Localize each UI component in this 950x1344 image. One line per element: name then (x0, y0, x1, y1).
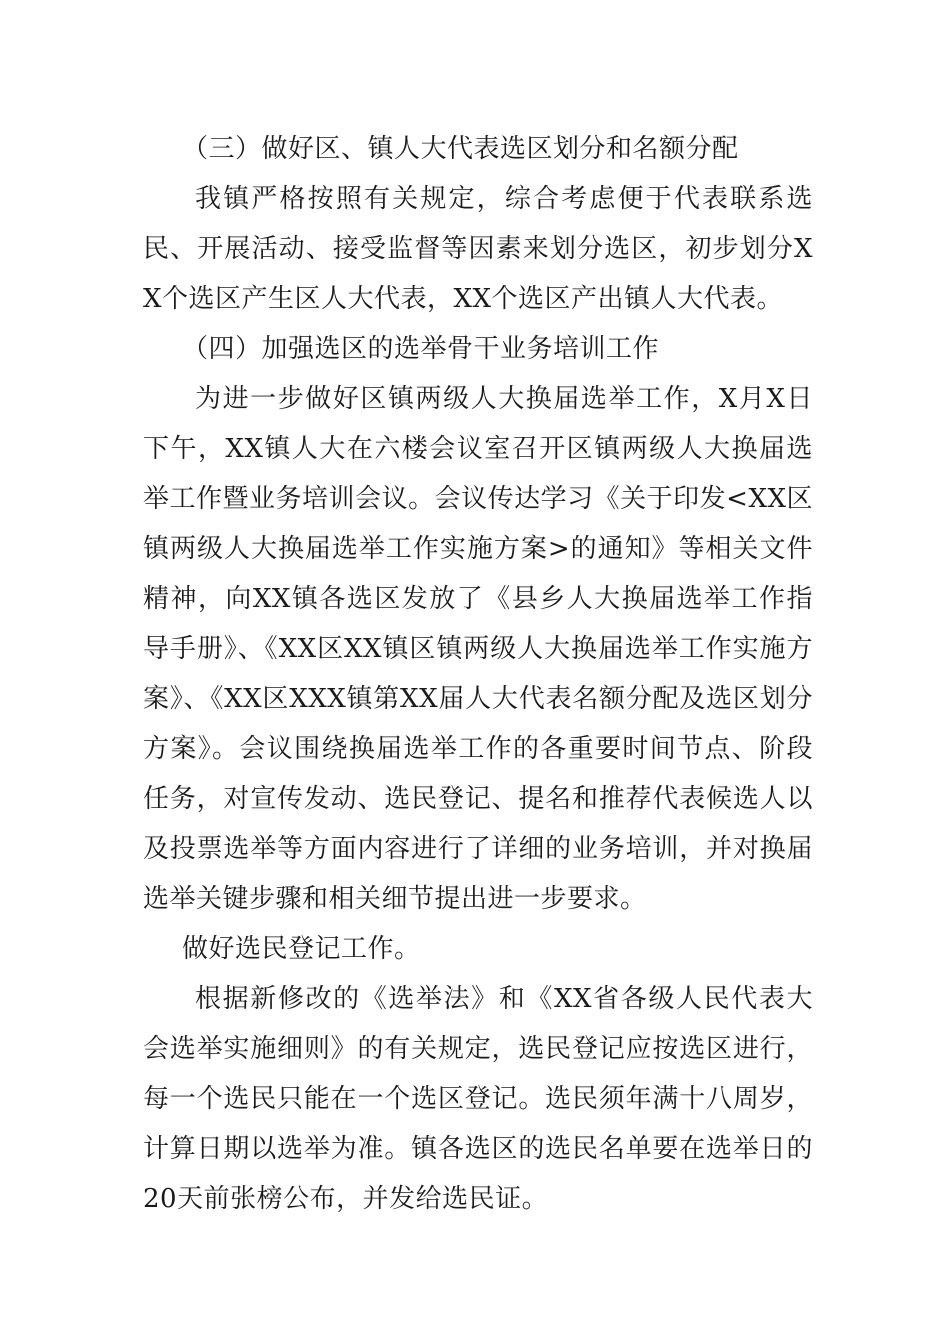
document-body (143, 124, 813, 1224)
paragraph-voter-registration: 根据新修改的《选举法》和《XX省各级人民代表大会选举实施细则》的有关规定，选民登记应按选区进行，每一个选民只能在一个选区登记。选民须年满十八周岁，计算日期以选举为准。镇各选区的选民名单要在选举日的20天前张榜公布，并发给选民证。 (143, 984, 813, 1214)
paragraph-districting: 我镇严格按照有关规定，综合考虑便于代表联系选民、开展活动、接受监督等因素来划分选区，初步划分XX个选区产生区人大代表，XX个选区产出镇人大代表。 (143, 184, 813, 314)
section-heading-4: （四）加强选区的选举骨干业务培训工作 (182, 334, 660, 364)
section-heading-3: （三）做好区、镇人大代表选区划分和名额分配 (182, 134, 739, 164)
section-heading-5: 做好选民登记工作。 (182, 934, 421, 964)
paragraph-training: 为进一步做好区镇两级人大换届选举工作，X月X日下午，XX镇人大在六楼会议室召开区镇两级人大换届选举工作暨业务培训会议。会议传达学习《关于印发<XX区镇两级人大换届选举工作实施方案>的通知》等相关文件精神，向XX镇各选区发放了《县乡人大换届选举工作指导手册》、《XX区XX镇区镇两级人大换届选举工作实施方案》、《XX区XXX镇第XX届人大代表名额分配及选区划分方案》。会议围绕换届选举工作的各重要时间节点、阶段任务，对宣传发动、选民登记、提名和推荐代表候选人以及投票选举等方面内容进行了详细的业务培训，并对换届选举关键步骤和相关细节提出进一步要求。 (143, 384, 813, 914)
